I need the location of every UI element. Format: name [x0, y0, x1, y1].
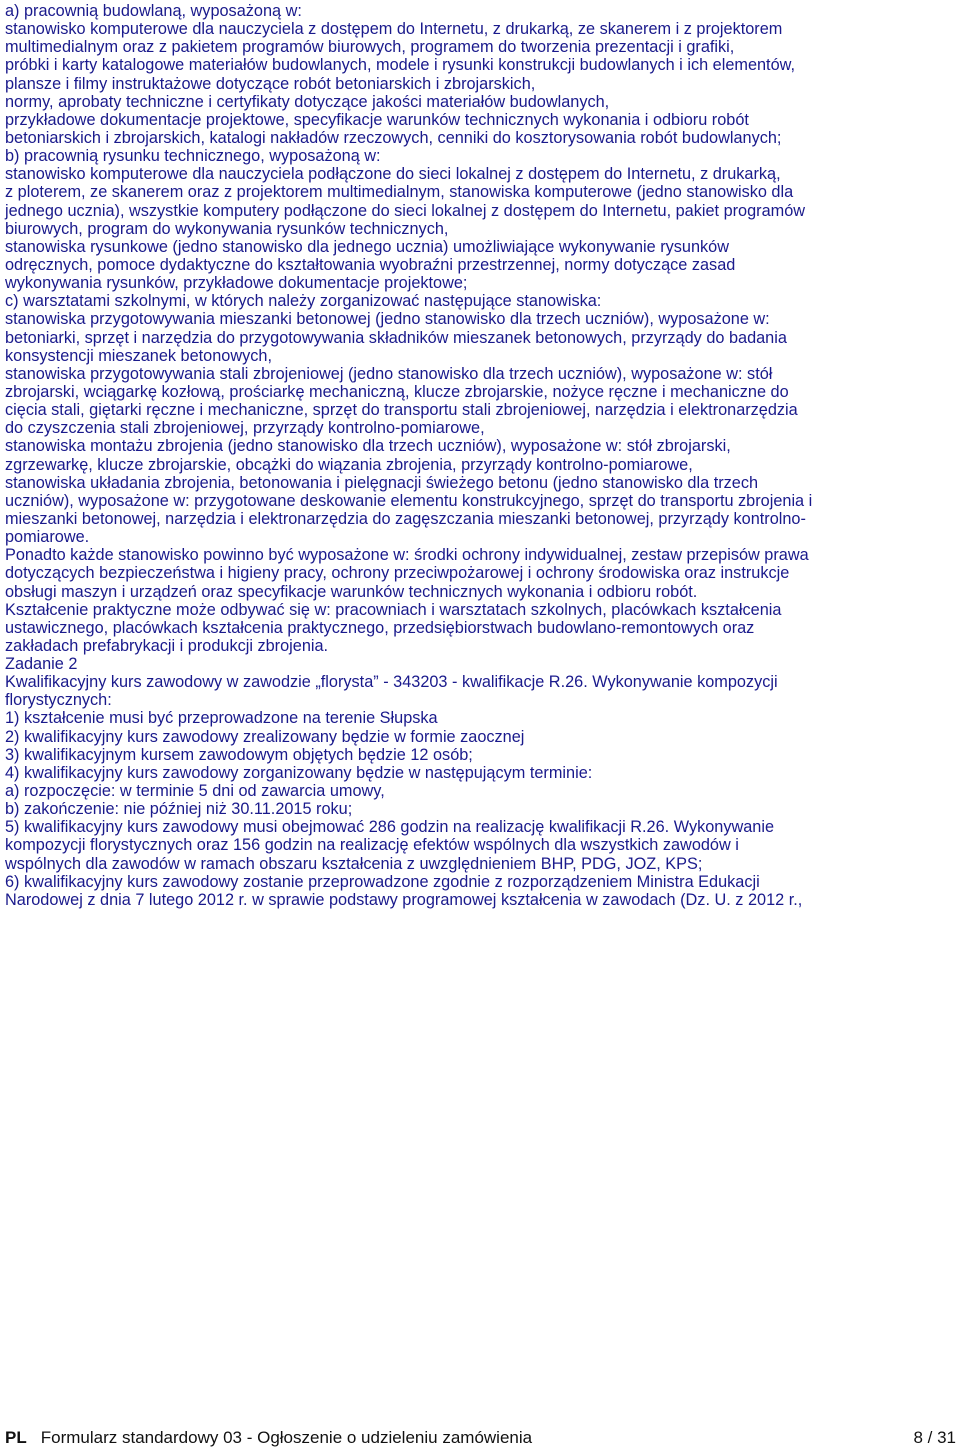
text-line: stanowiska przygotowywania stali zbrojeniowej (jedno stanowisko dla trzech uczniów), wyposażone w: stół: [5, 364, 773, 383]
text-line: zgrzewarkę, klucze zbrojarskie, obcążki do wiązania zbrojenia, przyrządy kontrolno-pomiarowe,: [5, 455, 693, 474]
text-line: zakładach prefabrykacji i produkcji zbrojenia.: [5, 636, 329, 655]
text-line: stanowisko komputerowe dla nauczyciela podłączone do sieci lokalnej z dostępem do Internetu, z drukarką,: [5, 165, 781, 184]
text-line: dotyczących bezpieczeństwa i higieny pracy, ochrony przeciwpożarowej i ochrony środowiska oraz instrukcje: [5, 564, 790, 583]
section-heading: Zadanie 2: [5, 655, 78, 674]
text-line: wykonywania rysunków, przykładowe dokumentacje projektowe;: [5, 274, 468, 293]
text-line: b) pracownią rysunku technicznego, wyposażoną w:: [5, 147, 381, 166]
text-line: stanowiska przygotowywania mieszanki betonowej (jedno stanowisko dla trzech uczniów), wyposażone w:: [5, 310, 770, 329]
text-line: a) pracownią budowlaną, wyposażoną w:: [5, 2, 302, 20]
text-line: pomiarowe.: [5, 528, 90, 547]
text-line: plansze i filmy instruktażowe dotyczące robót betoniarskich i zbrojarskich,: [5, 74, 536, 93]
text-line: Kwalifikacyjny kurs zawodowy w zawodzie „florysta” - 343203 - kwalifikacje R.26. Wykonywanie kompozycji: [5, 673, 778, 692]
text-line: cięcia stali, giętarki ręczne i mechaniczne, sprzęt do transportu stali zbrojeniowej, narzędzia i elektronarzędzia: [5, 401, 798, 420]
text-line: zbrojarski, wciągarkę kozłową, prościarkę mechaniczną, klucze zbrojarskie, nożyce ręczne i mechaniczne do: [5, 382, 789, 401]
footer-language-code: PL: [5, 1428, 27, 1447]
list-item: 2) kwalifikacyjny kurs zawodowy zrealizowany będzie w formie zaocznej: [5, 727, 525, 746]
footer-page-number: 8 / 31: [913, 1428, 956, 1447]
text-line: próbki i karty katalogowe materiałów budowlanych, modele i rysunki konstrukcji budowlanych i ich elementów,: [5, 56, 796, 75]
text-line: stanowiska rysunkowe (jedno stanowisko dla jednego ucznia) umożliwiające wykonywanie rysunków: [5, 237, 729, 256]
text-line: jednego ucznia), wszystkie komputery podłączone do sieci lokalnej z dostępem do Internetu, pakiet programów: [5, 201, 806, 220]
text-line: przykładowe dokumentacje projektowe, specyfikacje warunków technicznych wykonania i odbioru robót: [5, 110, 749, 129]
text-line: c) warsztatami szkolnymi, w których należy zorganizować następujące stanowiska:: [5, 292, 602, 311]
list-item: b) zakończenie: nie później niż 30.11.2015 roku;: [5, 800, 353, 819]
list-item: a) rozpoczęcie: w terminie 5 dni od zawarcia umowy,: [5, 782, 385, 801]
page-footer: [5, 1428, 956, 1448]
text-line: ustawicznego, placówkach kształcenia praktycznego, przedsiębiorstwach budowlano-remontowych oraz: [5, 618, 755, 637]
text-line: biurowych, program do wykonywania rysunków technicznych,: [5, 219, 449, 238]
text-line: stanowisko komputerowe dla nauczyciela z dostępem do Internetu, z drukarką, ze skanerem i z projektorem: [5, 20, 783, 39]
text-line: florystycznych:: [5, 691, 112, 710]
footer-form-title: Formularz standardowy 03 - Ogłoszenie o udzieleniu zamówienia: [40, 1428, 533, 1447]
list-item: 1) kształcenie musi być przeprowadzone na terenie Słupska: [5, 709, 438, 728]
text-line: stanowiska układania zbrojenia, betonowania i pielęgnacji świeżego betonu (jedno stanowisko dla trzech: [5, 473, 759, 492]
list-item: 3) kwalifikacyjnym kursem zawodowym objętych będzie 12 osób;: [5, 745, 473, 764]
list-item: 5) kwalifikacyjny kurs zawodowy musi obejmować 286 godzin na realizację kwalifikacji R.26. Wykonywanie: [5, 818, 775, 837]
text-line: obsługi maszyn i urządzeń oraz specyfikacje warunków technicznych wykonania i odbioru robót.: [5, 582, 698, 601]
text-line: mieszanki betonowej, narzędzia i elektronarzędzia do zagęszczania mieszanki betonowej, przyrządy kontrolno-: [5, 509, 806, 528]
text-line: z ploterem, ze skanerem oraz z projektorem multimedialnym, stanowiska komputerowe (jedno stanowisko dla: [5, 183, 794, 202]
list-item: 6) kwalifikacyjny kurs zawodowy zostanie przeprowadzone zgodnie z rozporządzeniem Ministra Edukacji: [5, 872, 760, 891]
list-item: 4) kwalifikacyjny kurs zawodowy zorganizowany będzie w następującym terminie:: [5, 763, 593, 782]
text-line: betoniarskich i zbrojarskich, katalogi nakładów rzeczowych, cenniki do kosztorysowania robót budowlanych;: [5, 128, 782, 147]
text-line: betoniarki, sprzęt i narzędzia do przygotowywania składników mieszanek betonowych, przyrządy do badania: [5, 328, 787, 347]
text-line: odręcznych, pomoce dydaktyczne do kształtowania wyobraźni przestrzennej, normy dotyczące zasad: [5, 255, 736, 274]
text-line: kompozycji florystycznych oraz 156 godzin na realizację efektów wspólnych dla wszystkich zawodów i: [5, 836, 739, 855]
text-line: stanowiska montażu zbrojenia (jedno stanowisko dla trzech uczniów), wyposażone w: stół zbrojarski,: [5, 437, 731, 456]
text-line: normy, aprobaty techniczne i certyfikaty dotyczące jakości materiałów budowlanych,: [5, 92, 610, 111]
text-line: konsystencji mieszanek betonowych,: [5, 346, 272, 365]
text-line: uczniów), wyposażone w: przygotowane deskowanie elementu konstrukcyjnego, sprzęt do transportu zbrojenia i: [5, 491, 813, 510]
text-line: Ponadto każde stanowisko powinno być wyposażone w: środki ochrony indywidualnej, zestaw przepisów prawa: [5, 546, 809, 565]
text-line: multimedialnym oraz z pakietem programów biurowych, programem do tworzenia prezentacji i grafiki,: [5, 38, 735, 57]
text-line: do czyszczenia stali zbrojeniowej, przyrządy kontrolno-pomiarowe,: [5, 419, 485, 438]
document-body: [5, 2, 957, 909]
text-line: wspólnych dla zawodów w ramach obszaru kształcenia z uwzględnieniem BHP, PDG, JOZ, KPS;: [5, 854, 703, 873]
text-line: Narodowej z dnia 7 lutego 2012 r. w sprawie podstawy programowej kształcenia w zawodach (Dz. U. z 2012 r.,: [5, 890, 803, 909]
text-line: Kształcenie praktyczne może odbywać się w: pracowniach i warsztatach szkolnych, placówkach kształcenia: [5, 600, 782, 619]
